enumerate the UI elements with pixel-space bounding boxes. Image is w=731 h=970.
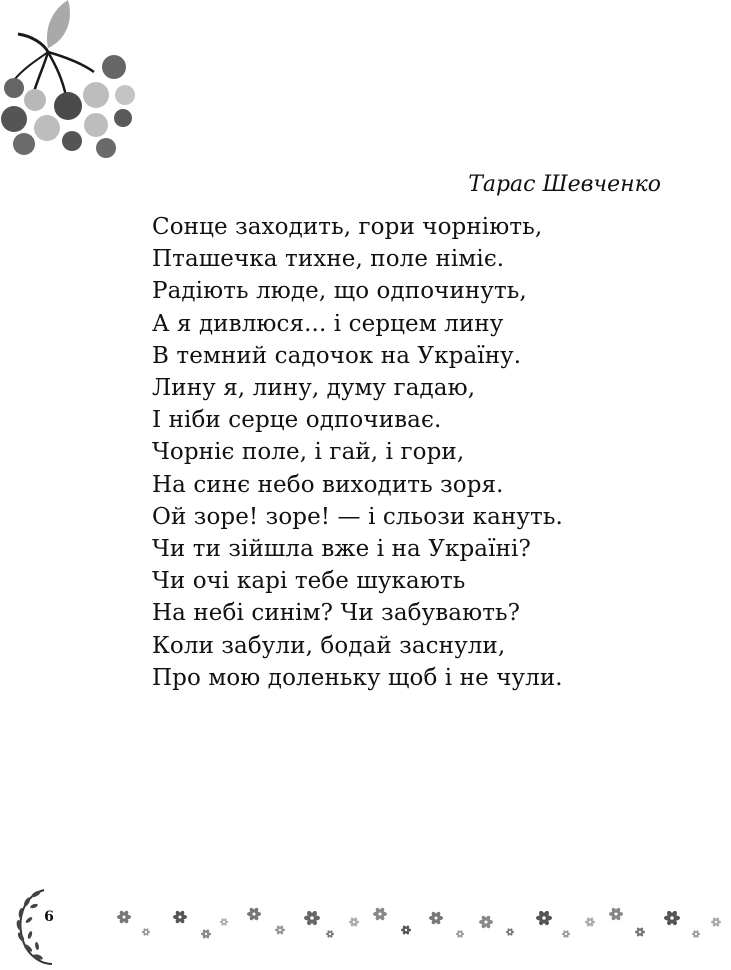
flower-icon [479,915,493,929]
poem-line: Лину я, лину, думу гадаю, [152,375,476,402]
flower-icon [173,910,187,924]
author-name: Тарас Шевченко [468,172,661,197]
flower-icon [585,917,595,927]
flower-icon [429,911,443,925]
poem-line: Пташечка тихне, поле німіє. [152,246,505,273]
flower-icon [562,930,570,938]
berry-cluster-icon [0,0,150,165]
poem-line: Радіють люде, що одпочинуть, [152,278,527,305]
flower-icon [536,910,552,926]
flower-icon [201,929,211,939]
flower-icon [506,928,514,936]
flower-border-icon [117,907,721,939]
flower-icon [373,907,387,921]
flower-icon [304,910,320,926]
flower-icon [247,907,261,921]
page-number: 6 [44,909,54,925]
poem-line: Чи ти зійшла вже і на Україні? [152,536,531,563]
laurel-wreath-icon [16,890,52,964]
poem-text [152,211,563,694]
flower-icon [401,925,411,935]
poem-line: А я дивлюся... і серцем лину [152,310,504,337]
poem-line: Про мою доленьку щоб і не чули. [152,664,563,691]
footer-ornament [0,880,731,970]
poem-line: В темний садочок на Україну. [152,342,522,369]
poem-line: Коли забули, бодай заснули, [152,632,506,659]
flower-icon [275,925,285,935]
flower-icon [711,917,721,927]
flower-icon [349,917,359,927]
flower-icon [664,910,680,926]
flower-icon [326,930,334,938]
flower-icon [142,928,150,936]
flower-icon [456,930,464,938]
flower-icon [692,930,700,938]
flower-icon [635,927,645,937]
poem-line: Ой зоре! зоре! — і сльози кануть. [152,503,563,530]
poem-line: На небі синім? Чи забувають? [152,600,521,627]
poem-line: Чорніє поле, і гай, і гори, [152,439,465,466]
flower-icon [117,910,131,924]
poem-line: Чи очі карі тебе шукають [152,568,466,595]
flower-icon [609,907,623,921]
poem-line: На синє небо виходить зоря. [152,471,504,498]
poem-line: Сонце заходить, гори чорніють, [152,214,543,240]
flower-icon [220,918,228,926]
poem-line: І ніби серце одпочиває. [152,407,442,434]
